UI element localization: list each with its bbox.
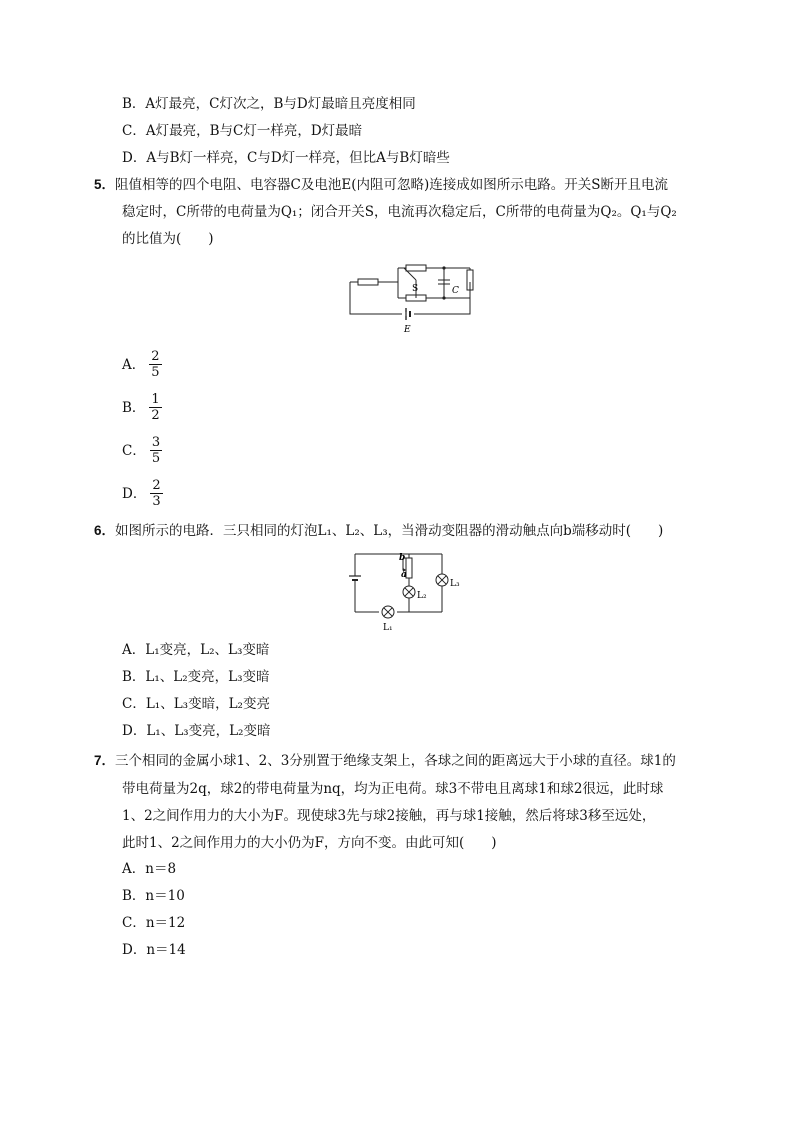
q6-number: 6． — [94, 523, 116, 538]
q7-stem-line-1: 7．三个相同的金属小球1、2、3分别置于绝缘支架上，各球之间的距离远大于小球的直径。球1的 — [94, 753, 676, 769]
q5-stem-line-2: 稳定时，C所带的电荷量为Q₁；闭合开关S，电流再次稳定后，C所带的电荷量为Q₂。Q₁与Q₂ — [122, 204, 677, 220]
resistor-left — [358, 279, 378, 285]
q6-option-b: B．L₁、L₂变亮，L₃变暗 — [122, 669, 270, 685]
q6-option-d: D．L₁、L₃变亮，L₂变暗 — [122, 723, 271, 739]
q5-option-a: A． $\frac{2}{5}$ — [122, 349, 160, 380]
q5-option-d: D． $\frac{2}{3}$ — [122, 478, 161, 509]
label-l3: L₃ — [450, 579, 460, 589]
rheostat — [406, 558, 412, 578]
q7-stem-line-3: 1、2之间作用力的大小为F。现使球3先与球2接触，再与球1接触，然后将球3移至远处， — [122, 808, 656, 824]
label-a: a — [401, 570, 407, 580]
label-c: C — [452, 286, 459, 296]
label-e: E — [404, 325, 411, 335]
q5-circuit-diagram — [340, 252, 490, 340]
q5-option-c: C． $\frac{3}{5}$ — [122, 435, 161, 466]
label-l1: L₁ — [383, 623, 393, 633]
fraction: $\frac{1}{2}$ — [151, 392, 160, 423]
fraction: $\frac{2}{3}$ — [152, 478, 161, 509]
q5-number: 5． — [94, 177, 116, 192]
label-s: S — [412, 284, 419, 294]
q7-option-b: B．n＝10 — [122, 888, 185, 904]
q7-option-a: A．n＝8 — [122, 861, 177, 877]
fraction: $\frac{2}{5}$ — [151, 349, 160, 380]
q6-option-a: A．L₁变亮，L₂、L₃变暗 — [122, 642, 270, 658]
q6-stem-line-1: 6．如图所示的电路．三只相同的灯泡L₁、L₂、L₃，当滑动变阻器的滑动触点向b端移动时( ) — [94, 523, 664, 539]
q6-circuit-diagram — [345, 546, 470, 638]
switch-blade — [404, 268, 416, 280]
label-b: b — [399, 553, 406, 563]
q5-option-b: B． $\frac{1}{2}$ — [122, 392, 160, 423]
q7-option-c: C．n＝12 — [122, 915, 186, 931]
q7-number: 7． — [94, 753, 116, 768]
label-l2: L₂ — [417, 591, 427, 601]
q7-stem-line-2: 带电荷量为2q，球2的带电荷量为nq，均为正电荷。球3不带电且离球1和球2很远，此时球 — [122, 781, 664, 797]
resistor-top — [406, 265, 426, 271]
q7-option-d: D．n＝14 — [122, 942, 186, 958]
fraction: $\frac{3}{5}$ — [151, 435, 161, 466]
q4-option-b: B．A灯最亮，C灯次之，B与D灯最暗且亮度相同 — [122, 96, 416, 112]
q6-option-c: C．L₁、L₃变暗，L₂变亮 — [122, 696, 270, 712]
q4-option-d: D．A与B灯一样亮，C与D灯一样亮，但比A与B灯暗些 — [122, 150, 450, 166]
q5-stem-line-1: 5．阻值相等的四个电阻、电容器C及电池E(内阻可忽略)连接成如图所示电路。开关S断开且电流 — [94, 177, 668, 193]
q4-option-c: C．A灯最亮，B与C灯一样亮，D灯最暗 — [122, 123, 363, 139]
q5-stem-line-3: 的比值为( ) — [122, 231, 214, 247]
q7-stem-line-4: 此时1、2之间作用力的大小仍为F，方向不变。由此可知( ) — [122, 835, 497, 851]
